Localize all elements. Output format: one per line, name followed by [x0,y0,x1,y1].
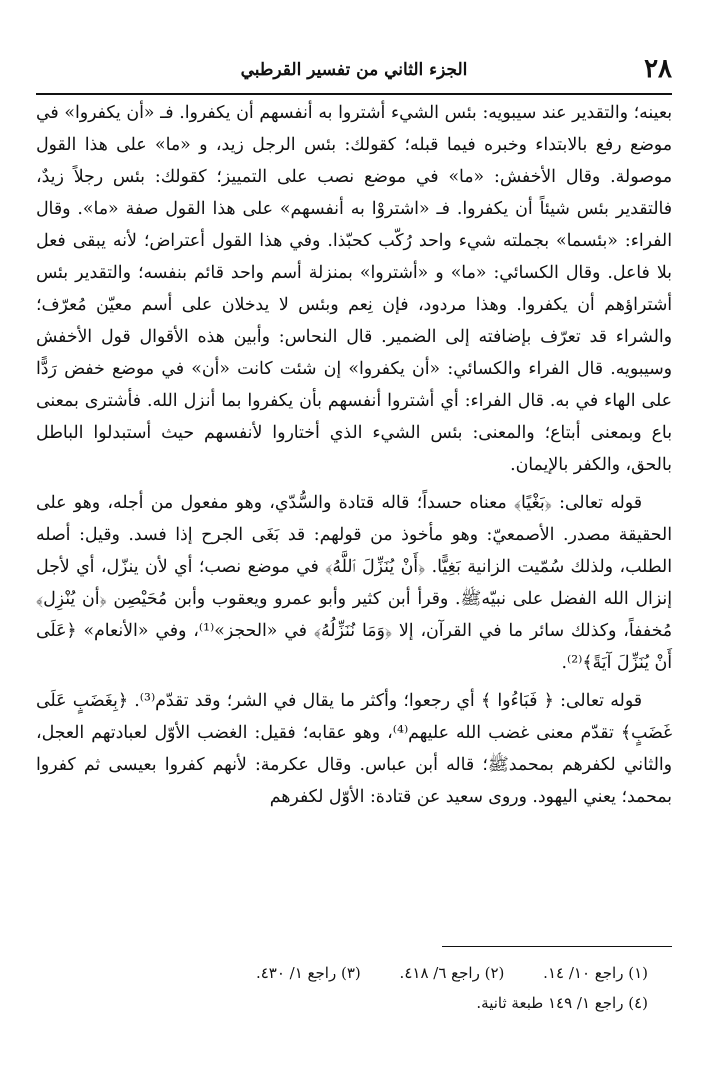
footnote-row-2 [48,988,648,1018]
body-text [36,97,672,813]
footnote-row-1 [48,958,648,988]
footnote-4: (٤) راجع ١/ ١٤٩ طبعة ثانية. [476,994,648,1012]
paragraph-2: قوله تعالى: ﴿بَغْيًا﴾ معناه حسداً؛ قاله قتادة والسُّدّي، وهو مفعول من أجله، وهو على الحقيقة مصدر. الأصمعيّ: وهو مأخوذ من قولهم: قد بَغَى الجرح إذا فسد. وقيل: أصله الطلب، ولذلك سُمّيت الزانية بَغِيًّا. ﴿أَنْ يُنَزِّلَ ٱللَّهُ﴾ في موضع نصب؛ أي لأن ينزّل، أي لأجل إنزال الله الفضل على نبيّهﷺ. وقرأ أبن كثير وأبو عمرو ويعقوب وأبن مُحَيْصِن ﴿أن يُنْزِل﴾ مُخففاً، وكذلك سائر ما في القرآن، إلا ﴿وَمَا نُنَزِّلُهُ﴾ في «الحجز»⁽¹⁾، وفي «الأنعام» ﴿عَلَى أَنْ يُنَزِّلَ آيَةً﴾⁽²⁾. [36,493,672,673]
page-number: ٢٨ [644,54,672,84]
footnote-2: (٢) راجع ٦/ ٤١٨. [399,964,505,982]
paragraph-1: بعينه؛ والتقدير عند سيبويه: بئس الشيء أشتروا به أنفسهم أن يكفروا. فـ «أن يكفروا» في موضع رفع بالابتداء وخبره فيما قبله؛ كقولك: بئس الرجل زيد، و «ما» على هذا القول موصولة. وقال الأخفش: «ما» في موضع نصب على التمييز؛ كقولك: بئس رجلاً زيدٌ، فالتقدير بئس شيئاً أن يكفروا. فـ «اشتروْا به أنفسهم» على هذا القول صفة «ما». وقال الفراء: «بئسما» بجملته شيء واحد رُكّب كحبّذا. وفي هذا القول أعتراض؛ لأنه يبقى فعل بلا فاعل. وقال الكسائي: «ما» و «أشتروا» بمنزلة أسم واحد قائم بنفسه؛ والتقدير بئس أشتراؤهم أن يكفروا. وهذا مردود، فإن نِعم وبئس لا يدخلان على أسم معيّن مُعرّف؛ والشراء قد تعرّف بإضافته إلى الضمير. قال النحاس: وأبين هذه الأقوال قول الأخفش وسيبويه. قال الفراء والكسائي: «أن يكفروا» إن شئت كانت «أن» في موضع خفض رَدًّا على الهاء في به. قال الفراء: أي أشتروا أنفسهم بأن يكفروا بما أنزل الله. فأشترى بمعنى باع وبمعنى أبتاع؛ والمعنى: بئس الشيء الذي أختاروا لأنفسهم حيث أستبدلوا الباطل بالحق، والكفر بالإيمان. [36,103,672,475]
running-title: الجزء الثاني من تفسير القرطبي [240,60,468,80]
header-rule [36,93,672,95]
footnote-rule [442,946,672,947]
paragraph-3: قوله تعالى: ﴿ فَبَاءُوا ﴾ أي رجعوا؛ وأكثر ما يقال في الشر؛ وقد تقدّم⁽³⁾. ﴿بِغَضَبٍ عَلَى غَضَبٍ﴾ تقدّم معنى غضب الله عليهم⁽⁴⁾، وهو عقابه؛ فقيل: الغضب الأوّل لعبادتهم العجل، والثاني لكفرهم بمحمدﷺ؛ قاله أبن عباس. وقال عكرمة: لأنهم كفروا بعيسى ثم كفروا بمحمد؛ يعني اليهود. وروى سعيد عن قتادة: الأوّل لكفرهم [36,691,673,807]
footnotes [48,958,648,1018]
page-header [36,52,672,92]
footnote-1: (١) راجع ١٠/ ١٤. [543,964,648,982]
footnote-3: (٣) راجع ١/ ٤٣٠. [255,964,361,982]
